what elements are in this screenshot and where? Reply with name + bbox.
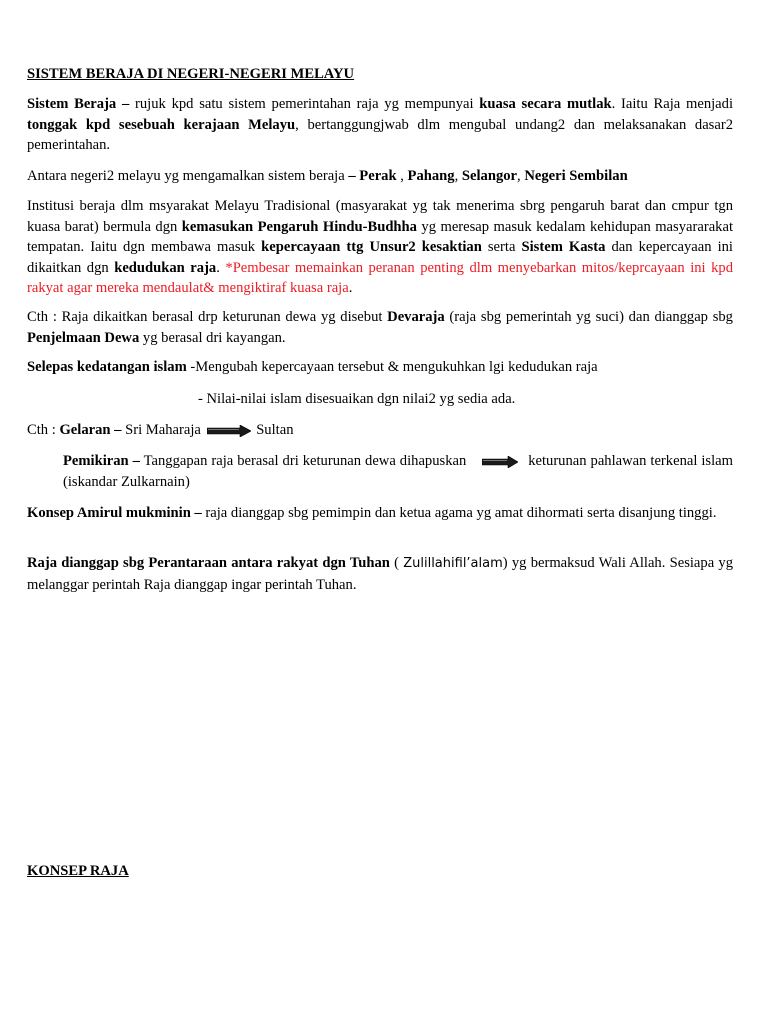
paragraph-nilai-islam: - Nilai-nilai islam disesuaikan dgn nilai2 yg sedia ada.	[198, 391, 516, 407]
paragraph-sistem-beraja: Sistem Beraja – rujuk kpd satu sistem pemerintahan raja yg mempunyai kuasa secara mutlak. Iaitu Raja menjadi tonggak kpd sesebuah kerajaan Melayu, bertanggungjwab dlm mengubal undang2 dan melaksanakan dasar2 pemerintahan.	[27, 96, 733, 153]
paragraph-perantaraan: Raja dianggap sbg Perantaraan antara rakyat dgn Tuhan ( Zulillahifil’alam) yg bermaksud Wali Allah. Sesiapa yg melanggar perintah Raja dianggap ingar perintah Tuhan.	[27, 555, 733, 593]
paragraph-gelaran: Cth : Gelaran – Sri Maharaja Sultan	[27, 422, 294, 438]
document-title: SISTEM BERAJA DI NEGERI-NEGERI MELAYU	[27, 66, 355, 82]
right-arrow-icon	[482, 456, 518, 468]
paragraph-institusi-beraja: Institusi beraja dlm msyarakat Melayu Tradisional (masyarakat yg tak menerima sbrg pengaruh barat dan cmpur tgn kuasa barat) bermula dgn kemasukan Pengaruh Hindu-Budhha yg meresap masuk kedalam kehidupan masyararakat tempatan. Iaitu dgn membawa masuk kepercayaan ttg Unsur2 kesaktian serta Sistem Kasta dan kepercayaan ini dikaitkan dgn kedudukan raja. *Pembesar memainkan peranan penting dlm menyebarkan mitos/keprcayaan ini kpd rakyat agar mereka mendaulat& mengiktiraf kuasa raja.	[27, 198, 734, 296]
paragraph-negeri-beraja: Antara negeri2 melayu yg mengamalkan sistem beraja – Perak , Pahang, Selangor, Negeri Sembilan	[27, 168, 628, 184]
paragraph-pemikiran: Pemikiran – Tanggapan raja berasal dri keturunan dewa dihapuskan keturunan pahlawan terkenal islam (iskandar Zulkarnain)	[63, 453, 733, 490]
paragraph-devaraja: Cth : Raja dikaitkan berasal drp keturunan dewa yg disebut Devaraja (raja sbg pemerintah yg suci) dan dianggap sbg Penjelmaan Dewa yg berasal dri kayangan.	[27, 309, 733, 346]
paragraph-amirul-mukminin: Konsep Amirul mukminin – raja dianggap sbg pemimpin dan ketua agama yg amat dihormati serta disanjung tinggi.	[27, 505, 717, 521]
red-note: *Pembesar memainkan peranan penting dlm menyebarkan mitos/keprcayaan ini kpd rakyat agar mereka mendaulat& mengiktiraf kuasa raja	[27, 259, 734, 296]
term-sistem-beraja: Sistem Beraja –	[27, 96, 130, 112]
arabic-term: Zulillahifil’alam	[403, 556, 503, 571]
right-arrow-icon	[207, 425, 251, 437]
paragraph-selepas-islam: Selepas kedatangan islam -Mengubah kepercayaan tersebut & mengukuhkan lgi kedudukan raja	[27, 359, 598, 375]
section-heading-konsep-raja: KONSEP RAJA	[27, 863, 129, 879]
